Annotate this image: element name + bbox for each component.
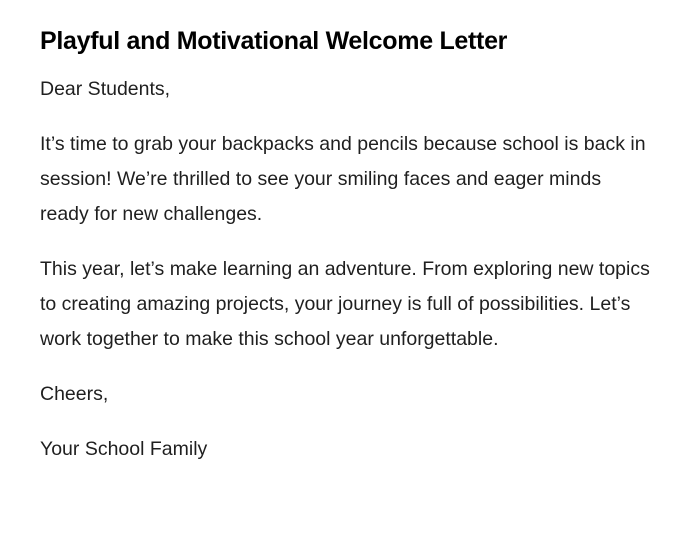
letter-closing: Cheers, [40,383,109,405]
letter-signature: Your School Family [40,438,208,460]
letter-greeting: Dear Students, [40,78,171,100]
letter-title: Playful and Motivational Welcome Letter [40,27,508,55]
letter-paragraph-2: This year, let’s make learning an adventure. From exploring new topics to creating amazing projects, your journey is full of possibilities. Let’s work together to make this school year unforgettable. [40,258,650,350]
letter-paragraph-1: It’s time to grab your backpacks and pencils because school is back in session! We’re thrilled to see your smiling faces and eager minds ready for new challenges. [40,133,646,225]
